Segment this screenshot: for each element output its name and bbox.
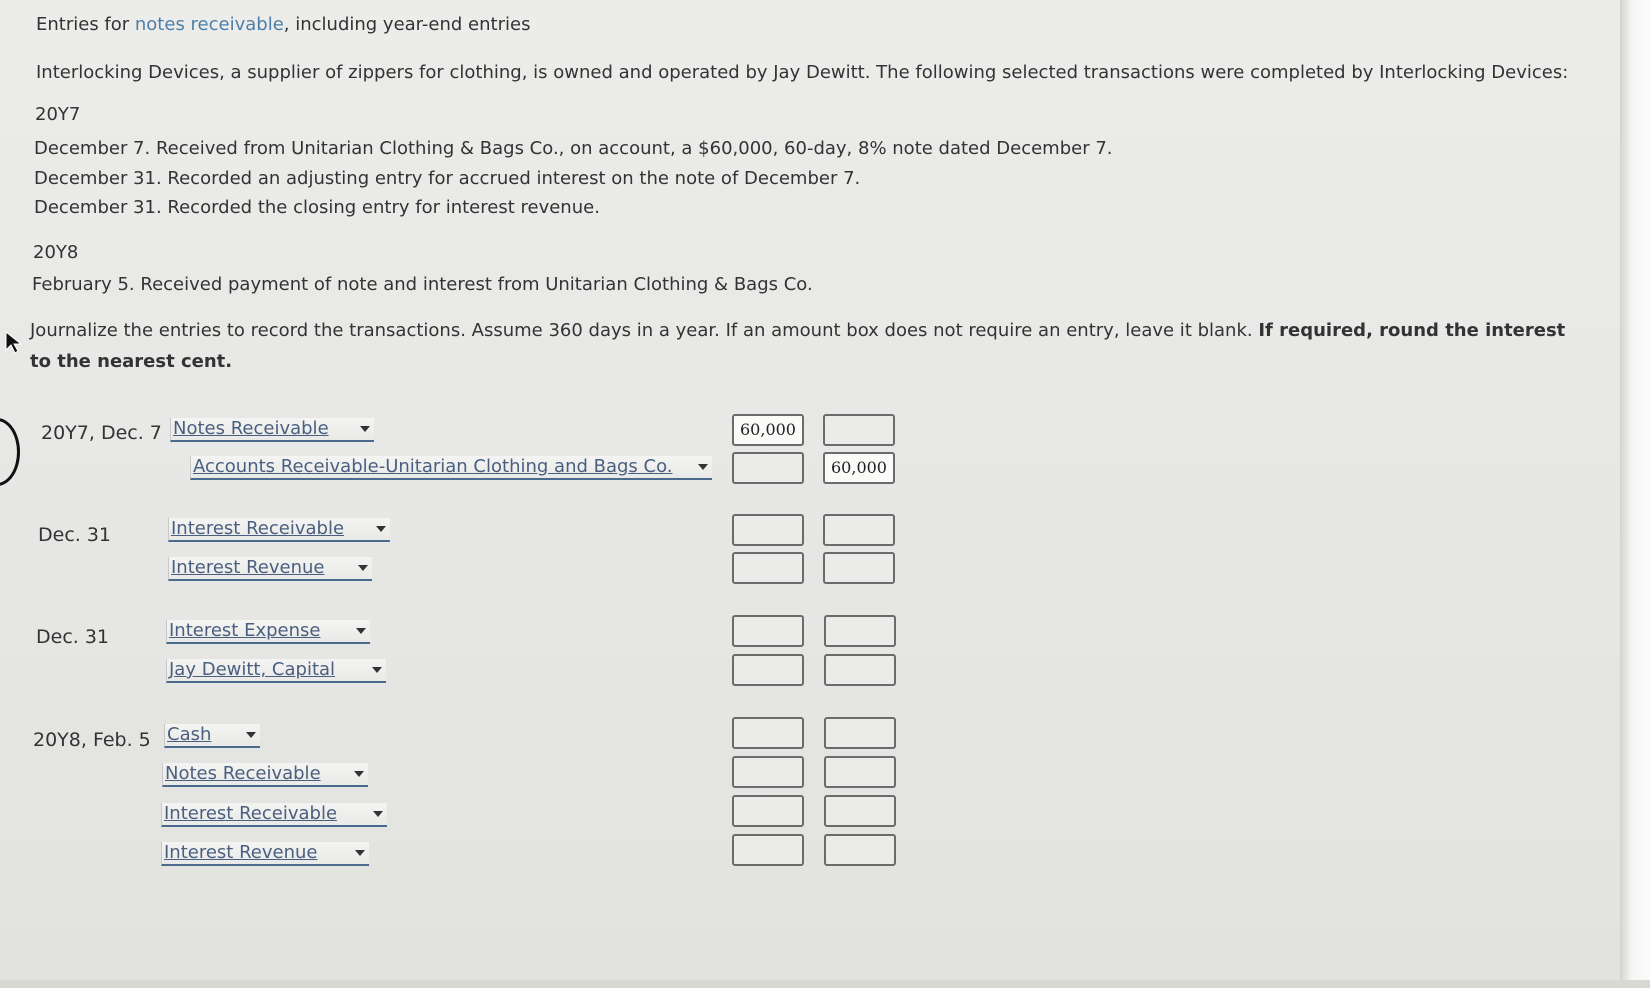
account-dropdown[interactable] bbox=[170, 418, 374, 442]
account-dropdown[interactable] bbox=[162, 763, 368, 787]
debit-amount-input[interactable] bbox=[732, 552, 804, 584]
dropdown-arrow-icon bbox=[246, 732, 256, 738]
bottom-edge bbox=[0, 980, 1650, 988]
year-20y8-label: 20Y8 bbox=[33, 242, 79, 263]
dropdown-arrow-icon bbox=[355, 850, 365, 856]
credit-amount-input[interactable]: 60,000 bbox=[823, 452, 895, 484]
dropdown-arrow-icon bbox=[358, 565, 368, 571]
debit-amount-input[interactable] bbox=[732, 717, 804, 749]
account-dropdown-value: Interest Revenue bbox=[164, 842, 318, 863]
account-dropdown-value: Cash bbox=[167, 724, 212, 745]
account-dropdown-value: Notes Receivable bbox=[173, 418, 329, 439]
account-dropdown-value: Interest Expense bbox=[169, 620, 321, 641]
account-dropdown[interactable] bbox=[161, 842, 369, 866]
credit-amount-input[interactable] bbox=[823, 414, 895, 446]
dropdown-arrow-icon bbox=[354, 771, 364, 777]
account-dropdown[interactable] bbox=[166, 659, 386, 683]
title-prefix: Entries for bbox=[36, 14, 135, 35]
instructions-line-1 bbox=[30, 320, 1565, 341]
debit-amount-input[interactable] bbox=[732, 452, 804, 484]
account-dropdown-value: Accounts Receivable-Unitarian Clothing and Bags Co. bbox=[193, 456, 673, 477]
debit-amount-input[interactable] bbox=[732, 615, 804, 647]
instructions-line-2: to the nearest cent. bbox=[30, 351, 233, 372]
year-20y7-label: 20Y7 bbox=[35, 104, 81, 125]
page-title bbox=[36, 14, 530, 35]
entry-date: 20Y7, Dec. 7 bbox=[41, 422, 162, 444]
instructions-bold: If required, round the interest bbox=[1258, 320, 1566, 341]
credit-amount-input[interactable] bbox=[823, 552, 895, 584]
credit-amount-input[interactable] bbox=[824, 795, 896, 827]
dropdown-arrow-icon bbox=[376, 526, 386, 532]
transaction-line: December 31. Recorded an adjusting entry for accrued interest on the note of December 7. bbox=[34, 168, 861, 189]
dropdown-arrow-icon bbox=[698, 464, 708, 470]
intro-text: Interlocking Devices, a supplier of zippers for clothing, is owned and operated by Jay Dewitt. The following selected transactions were completed by Interlocking Devices: bbox=[36, 62, 1569, 83]
debit-amount-input[interactable] bbox=[732, 795, 804, 827]
instructions-text: Journalize the entries to record the transactions. Assume 360 days in a year. If an amount box does not require an entry, leave it blank. bbox=[30, 320, 1253, 341]
account-dropdown-value: Interest Receivable bbox=[164, 803, 338, 824]
credit-amount-input[interactable] bbox=[824, 756, 896, 788]
account-dropdown-value: Interest Revenue bbox=[171, 557, 325, 578]
credit-amount-input[interactable] bbox=[824, 615, 896, 647]
account-dropdown[interactable] bbox=[164, 724, 260, 748]
title-suffix: , including year-end entries bbox=[283, 14, 531, 35]
account-dropdown[interactable] bbox=[168, 518, 390, 542]
debit-amount-input[interactable] bbox=[732, 514, 804, 546]
transaction-line: February 5. Received payment of note and interest from Unitarian Clothing & Bags Co. bbox=[32, 274, 813, 295]
account-dropdown-value: Notes Receivable bbox=[165, 763, 321, 784]
account-dropdown[interactable] bbox=[168, 557, 372, 581]
credit-amount-input[interactable] bbox=[824, 654, 896, 686]
entry-date: Dec. 31 bbox=[38, 524, 112, 546]
transaction-line: December 7. Received from Unitarian Clothing & Bags Co., on account, a $60,000, 60-day, 8% note dated December 7. bbox=[34, 138, 1113, 159]
account-dropdown[interactable] bbox=[190, 456, 712, 480]
dropdown-arrow-icon bbox=[372, 667, 382, 673]
account-dropdown[interactable] bbox=[166, 620, 370, 644]
debit-amount-input[interactable] bbox=[732, 834, 804, 866]
debit-amount-input[interactable] bbox=[732, 756, 804, 788]
entry-date: 20Y8, Feb. 5 bbox=[33, 729, 151, 751]
dropdown-arrow-icon bbox=[356, 628, 366, 634]
debit-amount-input[interactable] bbox=[732, 654, 804, 686]
account-dropdown-value: Jay Dewitt, Capital bbox=[169, 659, 336, 680]
account-dropdown-value: Interest Receivable bbox=[171, 518, 345, 539]
credit-amount-input[interactable] bbox=[823, 514, 895, 546]
debit-amount-input[interactable]: 60,000 bbox=[732, 414, 804, 446]
credit-amount-input[interactable] bbox=[824, 717, 896, 749]
scrollbar[interactable] bbox=[1620, 0, 1650, 988]
dropdown-arrow-icon bbox=[360, 426, 370, 432]
transaction-line: December 31. Recorded the closing entry for interest revenue. bbox=[34, 197, 600, 218]
credit-amount-input[interactable] bbox=[824, 834, 896, 866]
mouse-pointer-icon bbox=[4, 330, 24, 354]
account-dropdown[interactable] bbox=[161, 803, 387, 827]
entry-date: Dec. 31 bbox=[36, 626, 110, 648]
notes-receivable-link[interactable]: notes receivable bbox=[134, 14, 284, 35]
dropdown-arrow-icon bbox=[373, 811, 383, 817]
